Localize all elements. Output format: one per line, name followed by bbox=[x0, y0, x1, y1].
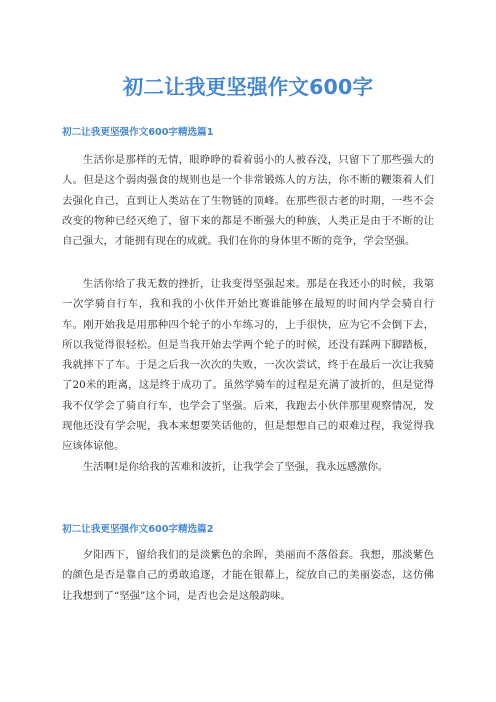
section-2-paragraph-1: 夕阳西下，留给我们的是淡紫色的余晖，美丽而不落俗套。我想，那淡紫色的颜色是否是靠自己的勇敢追逐，才能在银幕上，绽放自己的美丽姿态，这仿佛让我想到了“坚强”这个词，是否也会是这般韵味。 bbox=[62, 549, 434, 602]
section-1-heading: 初二让我更坚强作文600字精选篇1 bbox=[62, 127, 214, 138]
section-1-paragraph-1: 生活你是那样的无情，眼睁睁的看着弱小的人被吞没，只留下了那些强大的人。但是这个弱肉强食的规则也是一个非常锻炼人的方法，你不断的鞭策着人们去强化自己，直到让人类站在了生物链的顶峰。在那些很古老的时期，一些不会改变的物种已经灭绝了，留下来的都是不断强大的种族，人类正是由于不断的让自己强大，才能拥有现在的成就。我们在你的身体里不断的竞争，学会坚强。 bbox=[62, 154, 434, 248]
section-1-paragraph-3: 生活啊!是你给我的苦难和波折，让我学会了坚强，我永远感激你。 bbox=[82, 461, 389, 473]
section-2-heading: 初二让我更坚强作文600字精选篇2 bbox=[62, 524, 214, 535]
section-1-paragraph-2: 生活你给了我无数的挫折，让我变得坚强起来。那是在我还小的时候，我第一次学骑自行车，我和我的小伙伴开始比赛谁能够在最短的时间内学会骑自行车。刚开始我是用那种四个轮子的小车练习的，上手很快，应为它不会倒下去，所以我觉得很轻松。但是当我开始去学两个轮子的时候，还没有踩两下脚踏板，我就摔下了车。于是之后我一次次的失败，一次次尝试，终于在最后一次让我骑了20米的距离，这是终于成功了。虽然学骑车的过程是充满了波折的，但是觉得我不仅学会了骑自行车，也学会了坚强。后来，我跑去小伙伴那里观察情况，发现他还没有学会呢，我本来想要笑话他的，但是想想自己的艰难过程，我觉得我应该体谅他。 bbox=[62, 278, 434, 453]
document-title: 初二让我更坚强作文600字 bbox=[122, 75, 374, 99]
